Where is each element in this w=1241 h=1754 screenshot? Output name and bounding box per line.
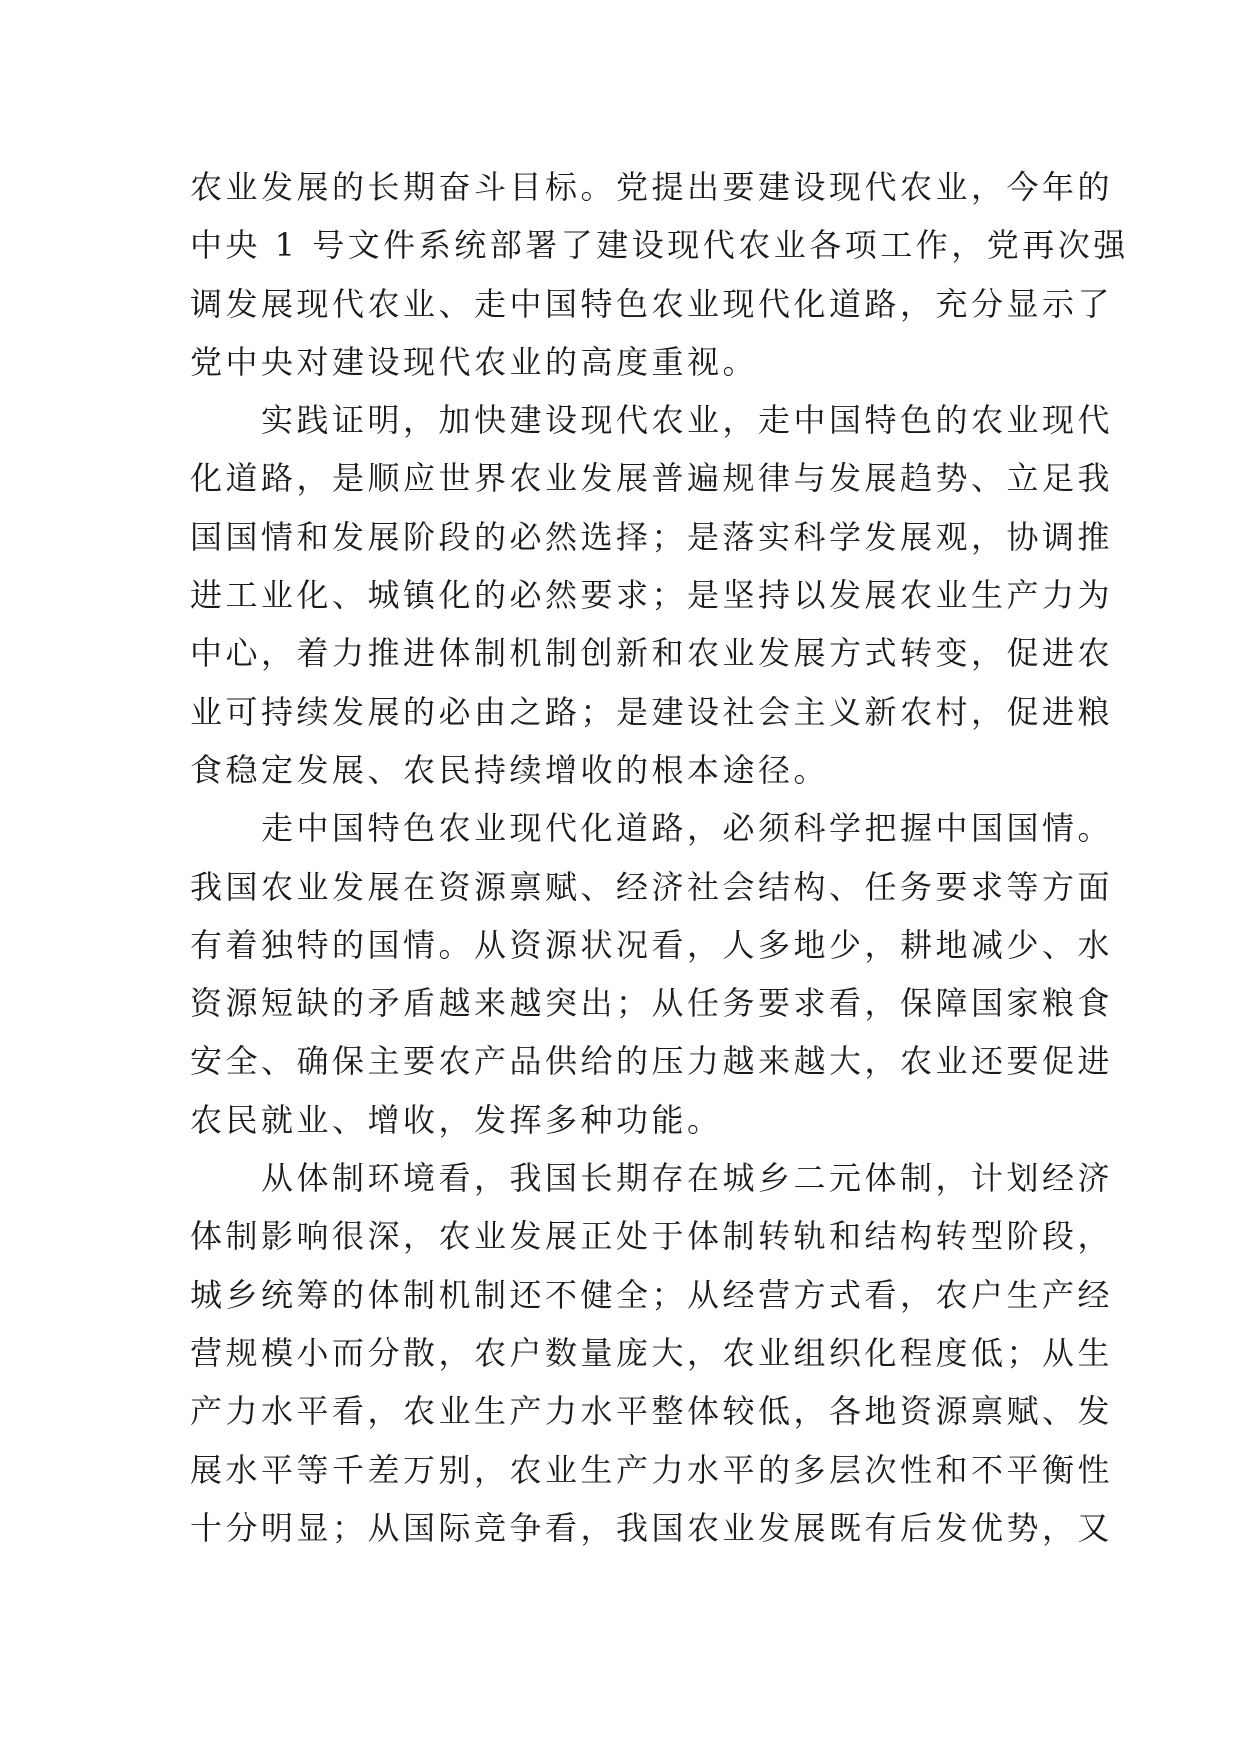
text-line: 国国情和发展阶段的必然选择；是落实科学发展观，协调推 [190,517,1114,556]
text-line: 展水平等千差万别，农业生产力水平的多层次性和不平衡性 [190,1450,1114,1489]
text-line: 资源短缺的矛盾越来越突出；从任务要求看，保障国家粮食 [190,984,1114,1023]
body-text [190,158,1129,1557]
text-line: 十分明显；从国际竞争看，我国农业发展既有后发优势，又 [190,1508,1114,1547]
text-line: 体制影响很深，农业发展正处于体制转轨和结构转型阶段， [190,1217,1114,1256]
text-line: 化道路，是顺应世界农业发展普遍规律与发展趋势、立足我 [190,459,1114,498]
text-line: 中心，着力推进体制机制创新和农业发展方式转变，促进农 [190,634,1114,673]
text-line: 我国农业发展在资源禀赋、经济社会结构、任务要求等方面 [190,867,1114,906]
text-line: 城乡统筹的体制机制还不健全；从经营方式看，农户生产经 [190,1275,1114,1314]
text-line: 中央 1 号文件系统部署了建设现代农业各项工作，党再次强 [190,226,1129,265]
text-line: 党中央对建设现代农业的高度重视。 [190,342,759,381]
text-line: 实践证明，加快建设现代农业，走中国特色的农业现代 [190,401,1114,440]
text-line: 营规模小而分散，农户数量庞大，农业组织化程度低；从生 [190,1333,1114,1372]
text-line: 走中国特色农业现代化道路，必须科学把握中国国情。 [190,809,1114,848]
text-line: 安全、确保主要农产品供给的压力越来越大，农业还要促进 [190,1042,1114,1081]
text-line: 农业发展的长期奋斗目标。党提出要建设现代农业，今年的 [190,168,1114,206]
text-line: 调发展现代农业、走中国特色农业现代化道路，充分显示了 [190,284,1114,323]
text-line: 从体制环境看，我国长期存在城乡二元体制，计划经济 [190,1159,1114,1198]
text-line: 有着独特的国情。从资源状况看，人多地少，耕地减少、水 [190,925,1114,964]
text-line: 食稳定发展、农民持续增收的根本途径。 [190,750,830,789]
text-line: 业可持续发展的必由之路；是建设社会主义新农村，促进粮 [190,692,1114,731]
text-line: 产力水平看，农业生产力水平整体较低，各地资源禀赋、发 [190,1392,1114,1431]
text-line: 进工业化、城镇化的必然要求；是坚持以发展农业生产力为 [190,576,1114,615]
text-line: 农民就业、增收，发挥多种功能。 [190,1100,723,1139]
